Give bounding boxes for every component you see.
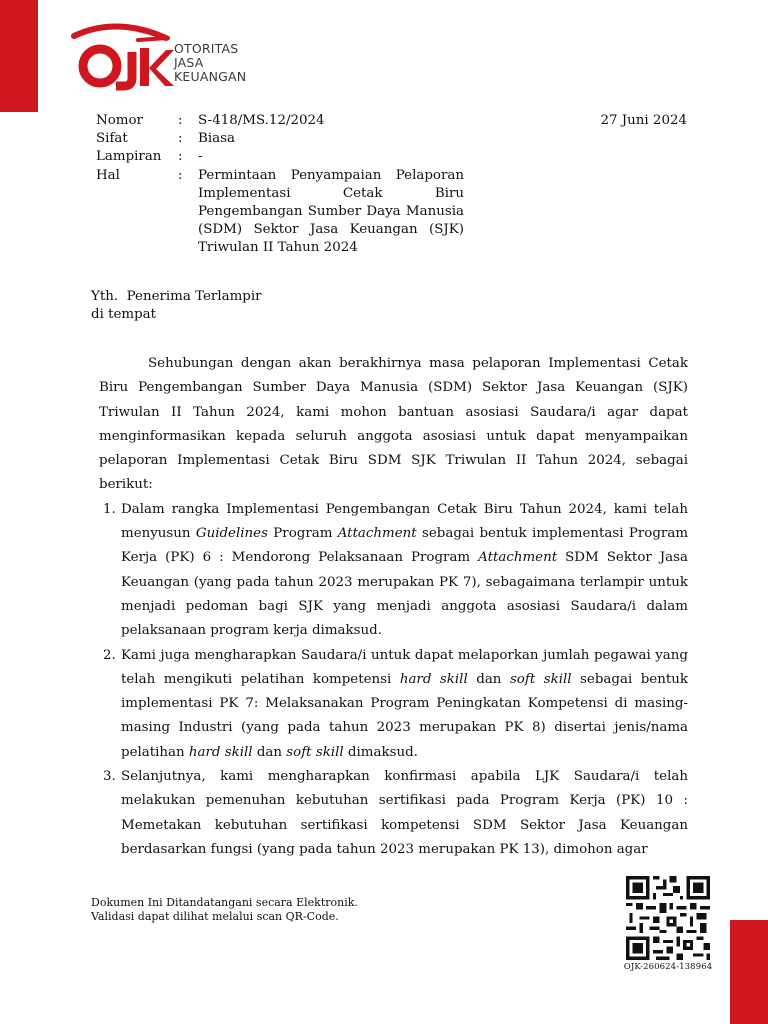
meta-label: Lampiran [96, 149, 162, 165]
item-text: dan [252, 744, 287, 760]
item-text: sebagai bentuk implementasi PK 7: Melaksanakan Program Peningkatan Kompetensi di masing-masing Industri (yang pada tahun 2023 merupakan PK 8) disertai jenis/nama pelatihan [121, 671, 688, 760]
item-italic: hard skill [188, 744, 253, 760]
item-italic: Attachment [337, 526, 417, 542]
list-number: 1. [103, 501, 116, 517]
meta-value: S-418/MS.12/2024 [198, 113, 325, 128]
subject-text: Permintaan Penyampaian Pelaporan Implementasi Cetak Biru Pengembangan Sumber Daya Manusia (SDM) Sektor Jasa Keuangan (SJK) Triwulan II Tahun 2024 [198, 167, 464, 256]
e-signature-line-2: Validasi dapat dilihat melalui scan QR-Code. [91, 910, 339, 923]
list-item [99, 498, 688, 644]
logo-wordmark [174, 42, 246, 84]
meta-label: Sifat [96, 131, 128, 147]
item-text: dimaksud. [343, 744, 418, 760]
letter-body [99, 352, 688, 862]
recipient-block [91, 288, 262, 324]
item-text: SDM Sektor Jasa Keuangan (yang pada tahun 2023 merupakan PK 7), sebagaimana terlampir untuk menjadi pedoman bagi SJK yang menjadi anggota asosiasi Saudara/i dalam pelaksanaan program kerja dimaksud. [121, 550, 688, 639]
logo-line-3: KEUANGAN [174, 69, 247, 84]
e-signature-line-1: Dokumen Ini Ditandatangani secara Elektronik. [91, 896, 358, 909]
recipient-line: Yth. Penerima Terlampir [91, 289, 262, 304]
item-text: Program [267, 526, 338, 542]
letter-meta [96, 112, 476, 258]
meta-colon: : [178, 131, 183, 147]
list-item [99, 644, 688, 765]
item-text: Kami juga mengharapkan Saudara/i untuk dapat melaporkan jumlah pegawai yang telah mengikuti pelatihan kompetensi [121, 647, 688, 687]
meta-colon: : [178, 167, 183, 183]
meta-nomor [96, 112, 476, 130]
item-italic: soft skill [286, 744, 344, 760]
item-text: dan [467, 671, 510, 687]
meta-label: Nomor [96, 113, 143, 128]
meta-value: Biasa [198, 131, 235, 147]
numbered-list [99, 498, 688, 862]
recipient-place: di tempat [91, 307, 157, 322]
letter-date: 27 Juni 2024 [600, 113, 687, 128]
list-number: 3. [103, 769, 116, 785]
item-text: Selanjutnya, kami mengharapkan konfirmasi apabila LJK Saudara/i telah melakukan pemenuhan kebutuhan sertifikasi pada Program Kerja (PK) 10 : Memetakan kebutuhan sertifikasi kompetensi SDM Sektor Jasa Keuangan berdasarkan fungsi (yang pada tahun 2023 merupakan PK 13), dimohon agar [121, 769, 688, 857]
meta-hal [96, 167, 476, 258]
meta-colon: : [178, 113, 183, 128]
item-italic: hard skill [399, 671, 468, 687]
item-italic: Guidelines [195, 526, 268, 542]
item-text: sebagai bentuk implementasi Program Kerja (PK) 6 : Mendorong Pelaksanaan Program [121, 526, 689, 566]
meta-value: - [198, 149, 203, 165]
meta-label: Hal [96, 167, 120, 183]
logo-line-2: JASA [174, 55, 204, 70]
intro-paragraph: Sehubungan dengan akan berakhirnya masa pelaporan Implementasi Cetak Biru Pengembangan Sumber Daya Manusia (SDM) Sektor Jasa Keuangan (SJK) Triwulan II Tahun 2024, kami mohon bantuan asosiasi Saudara/i agar dapat menginformasikan kepada seluruh anggota asosiasi untuk dapat menyampaikan pelaporan Implementasi Cetak Biru SDM SJK Triwulan II Tahun 2024, sebagai berikut: [99, 356, 688, 493]
list-number: 2. [103, 647, 116, 663]
e-signature-note [91, 896, 358, 924]
item-text: Dalam rangka Implementasi Pengembangan Cetak Biru Tahun 2024, kami telah menyusun [121, 501, 688, 542]
meta-sifat [96, 130, 476, 148]
meta-lampiran [96, 148, 476, 166]
qr-code-icon[interactable] [623, 876, 713, 960]
bottom-red-bar [730, 920, 768, 1024]
meta-colon: : [178, 149, 183, 165]
top-red-bar [0, 0, 38, 112]
qr-code-id: OJK-260624-138964 [623, 962, 713, 972]
list-item [99, 765, 688, 862]
logo-line-1: OTORITAS [174, 41, 239, 56]
item-italic: Attachment [478, 550, 558, 566]
item-italic: soft skill [509, 671, 572, 687]
